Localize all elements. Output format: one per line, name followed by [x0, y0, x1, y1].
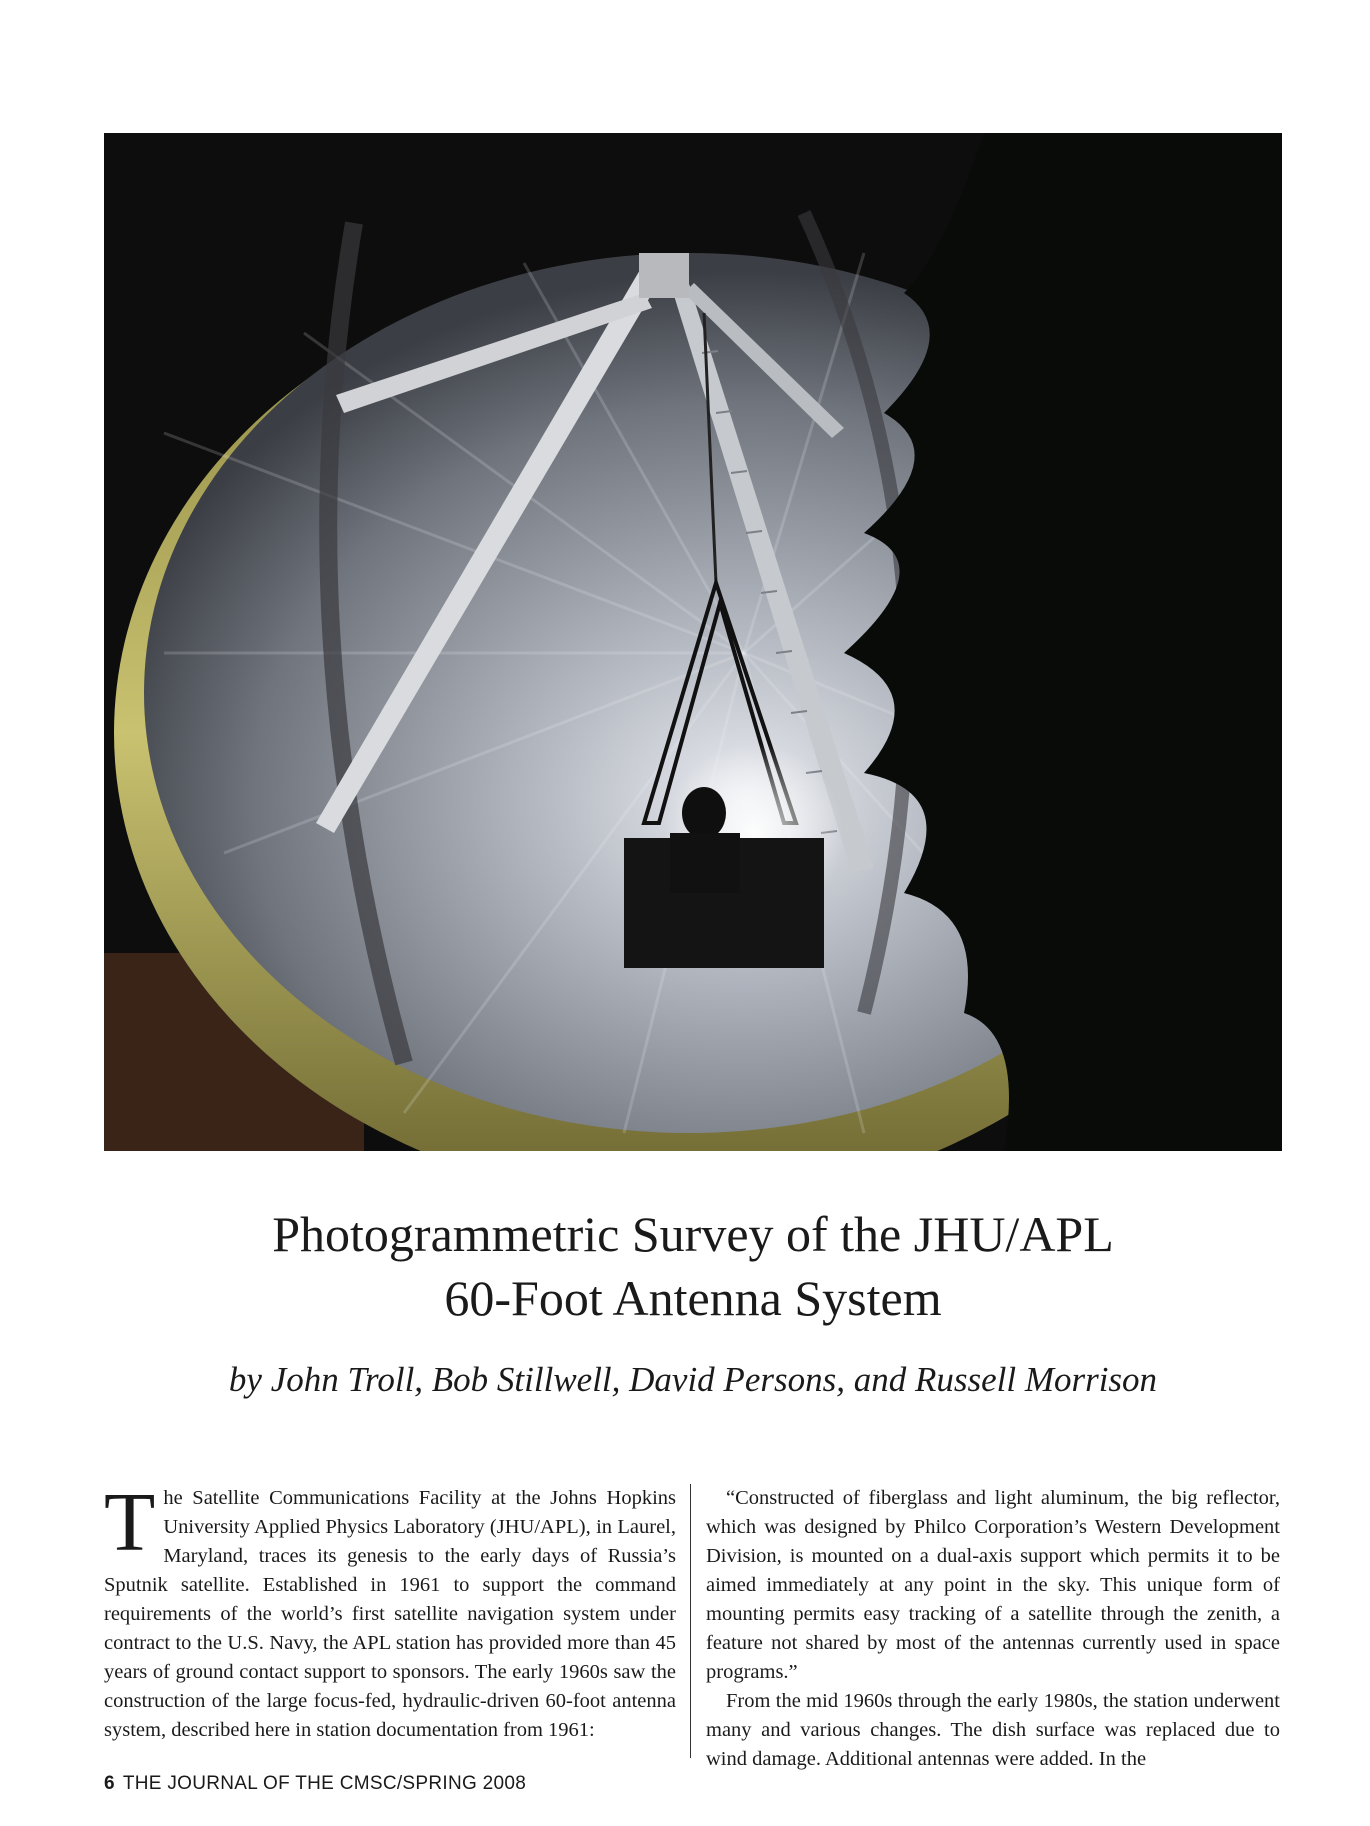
byline: by John Troll, Bob Stillwell, David Persons, and Russell Morrison: [228, 1360, 1158, 1399]
journal-name: THE JOURNAL OF THE CMSC/SPRING 2008: [122, 1773, 527, 1794]
page-number: 6: [104, 1773, 115, 1794]
column-divider: [690, 1484, 691, 1758]
worker-body: [670, 833, 740, 893]
article-title-line2: 60-Foot Antenna System: [444, 1270, 942, 1326]
history-paragraph: From the mid 1960s through the early 1980s, the station underwent many and various changes. The dish surface was replaced due to wind damage. Additional antennas were added. In the: [706, 1690, 1280, 1770]
article-title-line1: Photogrammetric Survey of the JHU/APL: [272, 1206, 1114, 1262]
worker-silhouette: [682, 787, 726, 839]
antenna-photo: [104, 133, 1282, 1151]
intro-paragraph: [104, 1476, 676, 1745]
quote-paragraph: “Constructed of fiberglass and light aluminum, the big reflector, which was designed by Philco Corporation’s Western Development Division, is mounted on a dual-axis support which permits it to be aimed immediately at any point in the sky. This unique form of mounting permits easy tracking of a satellite through the zenith, a feature not shared by most of the antennas currently used in space programs.”: [706, 1487, 1280, 1683]
intro-paragraph-text: he Satellite Communications Facility at the Johns Hopkins University Applied Physics Laboratory (JHU/APL), in Laurel, Maryland, traces its genesis to the early days of Russia’s Sputnik satellite. Established in 1961 to support the command requirements of the world’s first satellite navigation system under contract to the U.S. Navy, the APL station has provided more than 45 years of ground contact support to sponsors. The early 1960s saw the construction of the large focus-fed, hydraulic-driven 60-foot antenna system, described here in station documentation from 1961:: [104, 1487, 676, 1741]
left-column: [104, 1476, 676, 1745]
article-title: [104, 1202, 1282, 1330]
page-footer: [104, 1772, 526, 1796]
antenna-photo-drawing: [104, 133, 1282, 1151]
drop-cap: T: [104, 1476, 156, 1569]
feed-housing: [639, 253, 689, 298]
right-column: [706, 1484, 1280, 1774]
